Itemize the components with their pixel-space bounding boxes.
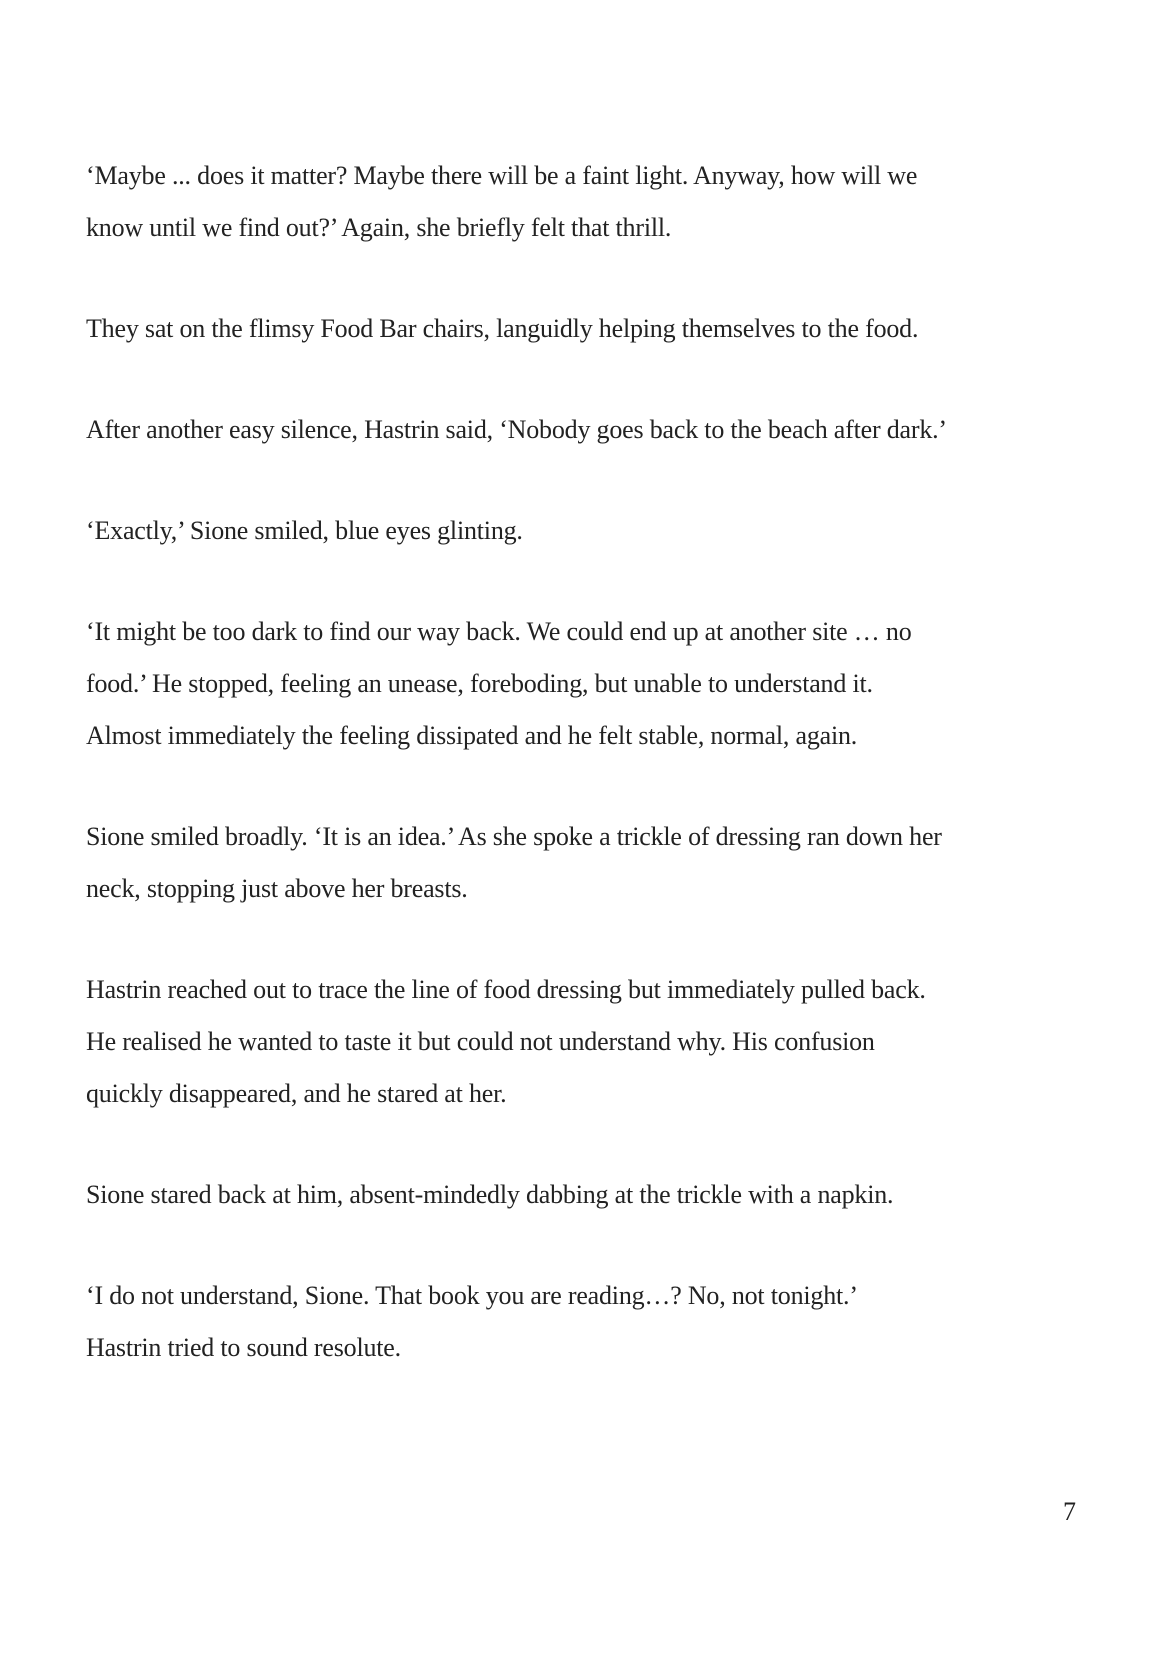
- paragraph-8: [86, 1169, 1096, 1221]
- page-body: [86, 150, 1096, 1423]
- text-line: Sione smiled broadly. ‘It is an idea.’ As she spoke a trickle of dressing ran down her: [86, 822, 942, 851]
- text-line: Hastrin reached out to trace the line of food dressing but immediately pulled back.: [86, 975, 926, 1004]
- text-line: Almost immediately the feeling dissipated and he felt stable, normal, again.: [86, 721, 858, 750]
- text-line: ‘Exactly,’ Sione smiled, blue eyes glinting.: [86, 516, 523, 545]
- paragraph-7: [86, 964, 1096, 1120]
- text-line: know until we find out?’ Again, she briefly felt that thrill.: [86, 213, 672, 242]
- page-number: 7: [1063, 1497, 1076, 1526]
- text-line: He realised he wanted to taste it but could not understand why. His confusion: [86, 1027, 875, 1056]
- text-line: neck, stopping just above her breasts.: [86, 874, 468, 903]
- text-line: After another easy silence, Hastrin said, ‘Nobody goes back to the beach after dark.’: [86, 415, 947, 444]
- paragraph-2: [86, 303, 1096, 355]
- text-line: ‘Maybe ... does it matter? Maybe there will be a faint light. Anyway, how will we: [86, 161, 918, 190]
- paragraph-3: [86, 404, 1096, 456]
- text-line: Sione stared back at him, absent-mindedly dabbing at the trickle with a napkin.: [86, 1180, 894, 1209]
- text-line: Hastrin tried to sound resolute.: [86, 1333, 401, 1362]
- paragraph-6: [86, 811, 1096, 915]
- text-line: ‘I do not understand, Sione. That book you are reading…? No, not tonight.’: [86, 1281, 858, 1310]
- text-line: ‘It might be too dark to find our way back. We could end up at another site … no: [86, 617, 912, 646]
- paragraph-9: [86, 1270, 1096, 1374]
- paragraph-4: [86, 505, 1096, 557]
- text-line: food.’ He stopped, feeling an unease, foreboding, but unable to understand it.: [86, 669, 873, 698]
- paragraph-1: [86, 150, 1096, 254]
- text-line: quickly disappeared, and he stared at her.: [86, 1079, 507, 1108]
- text-line: They sat on the flimsy Food Bar chairs, languidly helping themselves to the food.: [86, 314, 919, 343]
- paragraph-5: [86, 606, 1096, 762]
